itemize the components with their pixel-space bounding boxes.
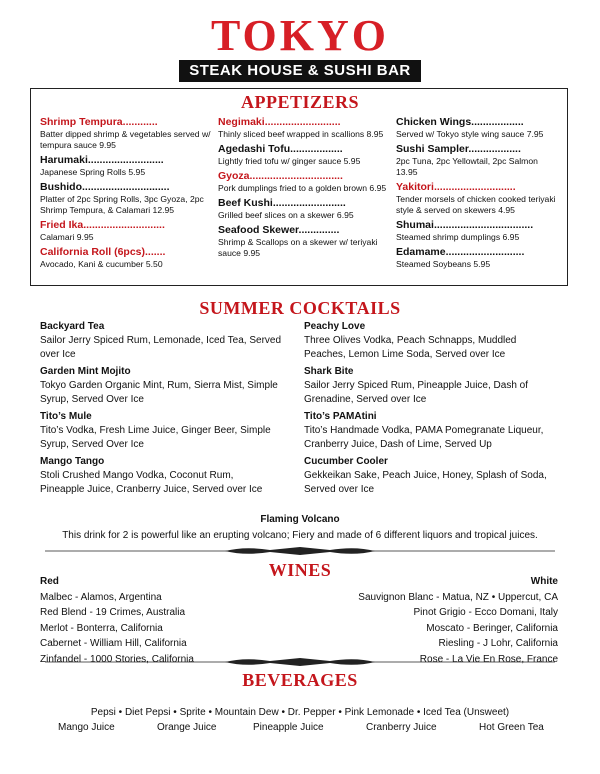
appetizers-title: APPETIZERS: [240, 92, 360, 112]
wine-item: Rose - La Vie En Rose, France: [419, 653, 558, 665]
beverage-item: Orange Juice: [157, 722, 217, 733]
beverages-title: BEVERAGES: [242, 670, 358, 690]
logo-title: TOKYO: [210, 11, 389, 60]
appetizer-item: Shrimp Tempura............ Batter dipped shrimp & vegetables served w/ tempura sauce 9.95: [40, 116, 211, 150]
wine-item: Cabernet - William Hill, California: [40, 638, 187, 649]
wine-item: Sauvignon Blanc - Matua, NZ • Uppercut, CA: [358, 591, 558, 603]
appetizer-item: Harumaki.......................... Japanese Spring Rolls 5.95: [40, 154, 164, 177]
beverage-item: Mango Juice: [58, 722, 115, 733]
ornament-divider: [45, 545, 555, 557]
logo-subtitle: STEAK HOUSE & SUSHI BAR: [179, 60, 421, 82]
wine-item: Zinfandel - 1000 Stories, California: [40, 653, 194, 665]
logo: [0, 11, 600, 82]
appetizer-item: Edamame........................... Steamed Soybeans 5.95: [396, 246, 525, 269]
appetizer-item: Yakitori............................ Tender morsels of chicken cooked teriyaki style & served on skewers 4.95: [396, 181, 556, 215]
appetizer-item: Seafood Skewer.............. Shrimp & Scallops on a skewer w/ teriyaki sauce 9.95: [218, 224, 378, 258]
appetizer-item: California Roll (6pcs)....... Avocado, Kani & cucumber 5.50: [40, 246, 166, 269]
cocktail-item: Garden Mint Mojito Tokyo Garden Organic Mint, Rum, Sierra Mist, Simple Syrup, Served Over Ice: [40, 366, 278, 405]
appetizers-column-2: [218, 116, 388, 262]
cocktails-title: SUMMER COCKTAILS: [199, 298, 401, 318]
appetizers-column-1: [40, 116, 216, 273]
wine-item: Riesling - J Lohr, California: [438, 638, 558, 649]
ornament-divider: [45, 656, 555, 668]
white-header: White: [530, 576, 558, 587]
appetizer-item: Gyoza................................ Pork dumplings fried to a golden brown 6.95: [218, 170, 387, 193]
flaming-volcano-name: Flaming Volcano: [260, 514, 340, 525]
appetizer-item: Agedashi Tofu.................. Lightly fried tofu w/ ginger sauce 5.95: [218, 143, 361, 166]
beverage-item: Cranberry Juice: [366, 722, 437, 733]
cocktails-left-column: [40, 320, 295, 500]
wine-item: Pinot Grigio - Ecco Domani, Italy: [413, 607, 558, 618]
appetizer-item: Chicken Wings.................. Served w/ Tokyo style wing sauce 7.95: [396, 116, 544, 139]
wines-white-column: [358, 574, 558, 667]
wine-item: Red Blend - 19 Crimes, Australia: [40, 607, 186, 618]
wine-item: Moscato - Beringer, California: [426, 622, 558, 634]
cocktail-item: Tito’s Mule Tito’s Vodka, Fresh Lime Juice, Ginger Beer, Simple Syrup, Served Over Ice: [40, 411, 271, 450]
beverages-line-1: Pepsi • Diet Pepsi • Sprite • Mountain Dew • Dr. Pepper • Pink Lemonade • Iced Tea (Unsweet): [90, 707, 510, 718]
cocktail-item: Cucumber Cooler Gekkeikan Sake, Peach Juice, Honey, Splash of Soda, Served over Ice: [304, 456, 547, 495]
flaming-volcano-desc: This drink for 2 is powerful like an erupting volcano; Fiery and made of 6 different liquors and tropical juices.: [62, 530, 538, 541]
cocktail-item: Backyard Tea Sailor Jerry Spiced Rum, Lemonade, Iced Tea, Served over Ice: [40, 321, 282, 360]
cocktail-item: Shark Bite Sailor Jerry Spiced Rum, Pineapple Juice, Dash of Grenadine, Served over Ice: [304, 366, 528, 405]
cocktail-item: Mango Tango Stoli Crushed Mango Vodka, Coconut Rum, Pineapple Juice, Cranberry Juice, Served over Ice: [40, 456, 263, 495]
appetizer-item: Fried Ika............................ Calamari 9.95: [40, 219, 165, 242]
appetizer-item: Negimaki.......................... Thinly sliced beef wrapped in scallions 8.95: [218, 116, 384, 139]
wines-red-column: [40, 574, 194, 667]
beverage-item: Pineapple Juice: [253, 722, 324, 733]
appetizers-column-3: [396, 116, 560, 273]
appetizer-item: Bushido.............................. Platter of 2pc Spring Rolls, 3pc Gyoza, 2pc Shrimp Tempura, & Calamari 12.95: [40, 181, 204, 215]
wines-title: WINES: [268, 560, 332, 580]
red-header: Red: [40, 576, 59, 587]
beverage-item: Hot Green Tea: [479, 722, 544, 733]
wine-item: Merlot - Bonterra, California: [40, 622, 163, 634]
cocktail-item: Tito’s PAMAtini Tito’s Handmade Vodka, PAMA Pomegranate Liqueur, Cranberry Juice, Dash of Lime, Served Up: [304, 411, 544, 450]
appetizer-item: Sushi Sampler.................. 2pc Tuna, 2pc Yellowtail, 2pc Salmon 13.95: [396, 143, 538, 177]
appetizer-item: Shumai.................................. Steamed shrimp dumplings 6.95: [396, 219, 534, 242]
wine-item: Malbec - Alamos, Argentina: [40, 591, 162, 603]
cocktails-right-column: [304, 320, 559, 500]
appetizer-item: Beef Kushi......................... Grilled beef slices on a skewer 6.95: [218, 197, 354, 220]
cocktail-item: Peachy Love Three Olives Vodka, Peach Schnapps, Muddled Peaches, Lemon Lime Soda, Served over Ice: [304, 321, 517, 360]
